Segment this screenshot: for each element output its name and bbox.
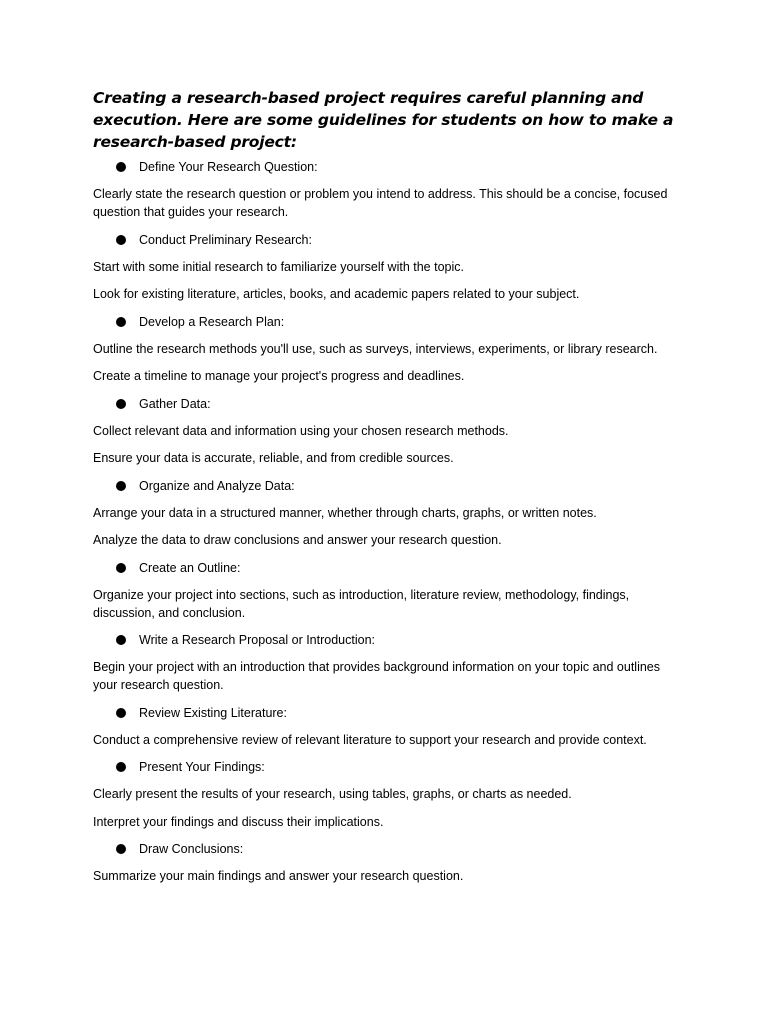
bullet-dot-icon (116, 762, 126, 772)
section-paragraph: Interpret your findings and discuss their implications. (93, 814, 384, 829)
bullet-list-item (93, 840, 678, 858)
section-paragraph: Begin your project with an introduction that provides background information on your topic and outlines your research question. (93, 660, 661, 692)
bullet-dot-icon (116, 563, 126, 573)
bullet-list-item (93, 158, 678, 176)
section-paragraph: Clearly present the results of your research, using tables, graphs, or charts as needed. (93, 787, 572, 801)
document-section (93, 313, 678, 386)
document-section (93, 631, 678, 694)
section-title: Define Your Research Question: (139, 160, 318, 174)
section-title: Organize and Analyze Data: (139, 478, 295, 493)
section-paragraph: Outline the research methods you'll use, such as surveys, interviews, experiments, or library research. (93, 341, 658, 356)
section-title: Conduct Preliminary Research: (139, 232, 312, 247)
bullet-dot-icon (116, 235, 126, 245)
bullet-list-item (93, 559, 678, 577)
section-paragraph: Analyze the data to draw conclusions and answer your research question. (93, 533, 502, 547)
document-page (93, 87, 678, 895)
section-paragraph: Organize your project into sections, such as introduction, literature review, methodology, findings, discussion, and conclusion. (93, 587, 630, 620)
section-list (93, 158, 678, 885)
section-paragraph: Start with some initial research to familiarize yourself with the topic. (93, 259, 464, 274)
bullet-list-item (93, 395, 678, 413)
document-section (93, 158, 678, 221)
section-paragraph: Arrange your data in a structured manner, whether through charts, graphs, or written notes. (93, 505, 597, 520)
section-paragraph: Look for existing literature, articles, books, and academic papers related to your subject. (93, 287, 580, 301)
bullet-dot-icon (116, 844, 126, 854)
document-section (93, 395, 678, 468)
bullet-list-item (93, 704, 678, 722)
bullet-dot-icon (116, 317, 126, 327)
bullet-dot-icon (116, 635, 126, 645)
section-title: Create an Outline: (139, 560, 241, 575)
bullet-dot-icon (116, 481, 126, 491)
section-paragraph: Conduct a comprehensive review of relevant literature to support your research and provide context. (93, 732, 647, 747)
section-paragraph: Ensure your data is accurate, reliable, and from credible sources. (93, 451, 454, 465)
bullet-list-item (93, 758, 678, 776)
section-title: Gather Data: (139, 396, 211, 411)
bullet-list-item (93, 631, 678, 649)
bullet-dot-icon (116, 162, 126, 172)
section-paragraph: Summarize your main findings and answer your research question. (93, 869, 464, 883)
document-section (93, 231, 678, 304)
document-section (93, 758, 678, 831)
document-section (93, 559, 678, 622)
section-title: Draw Conclusions: (139, 842, 244, 856)
section-title: Review Existing Literature: (139, 705, 287, 720)
section-paragraph: Clearly state the research question or problem you intend to address. This should be a concise, focused question that guides your research. (93, 187, 668, 219)
section-title: Write a Research Proposal or Introduction: (139, 633, 375, 647)
section-title: Develop a Research Plan: (139, 314, 285, 329)
section-paragraph: Create a timeline to manage your project's progress and deadlines. (93, 369, 465, 383)
bullet-dot-icon (116, 708, 126, 718)
bullet-dot-icon (116, 399, 126, 409)
document-section (93, 840, 678, 885)
bullet-list-item (93, 231, 678, 249)
bullet-list-item (93, 477, 678, 495)
document-heading: Creating a research-based project requires careful planning and execution. Here are some guidelines for students on how to make a research-based project: (93, 89, 674, 151)
document-section (93, 704, 678, 749)
section-title: Present Your Findings: (139, 760, 265, 774)
bullet-list-item (93, 313, 678, 331)
section-paragraph: Collect relevant data and information using your chosen research methods. (93, 423, 509, 438)
document-section (93, 477, 678, 550)
